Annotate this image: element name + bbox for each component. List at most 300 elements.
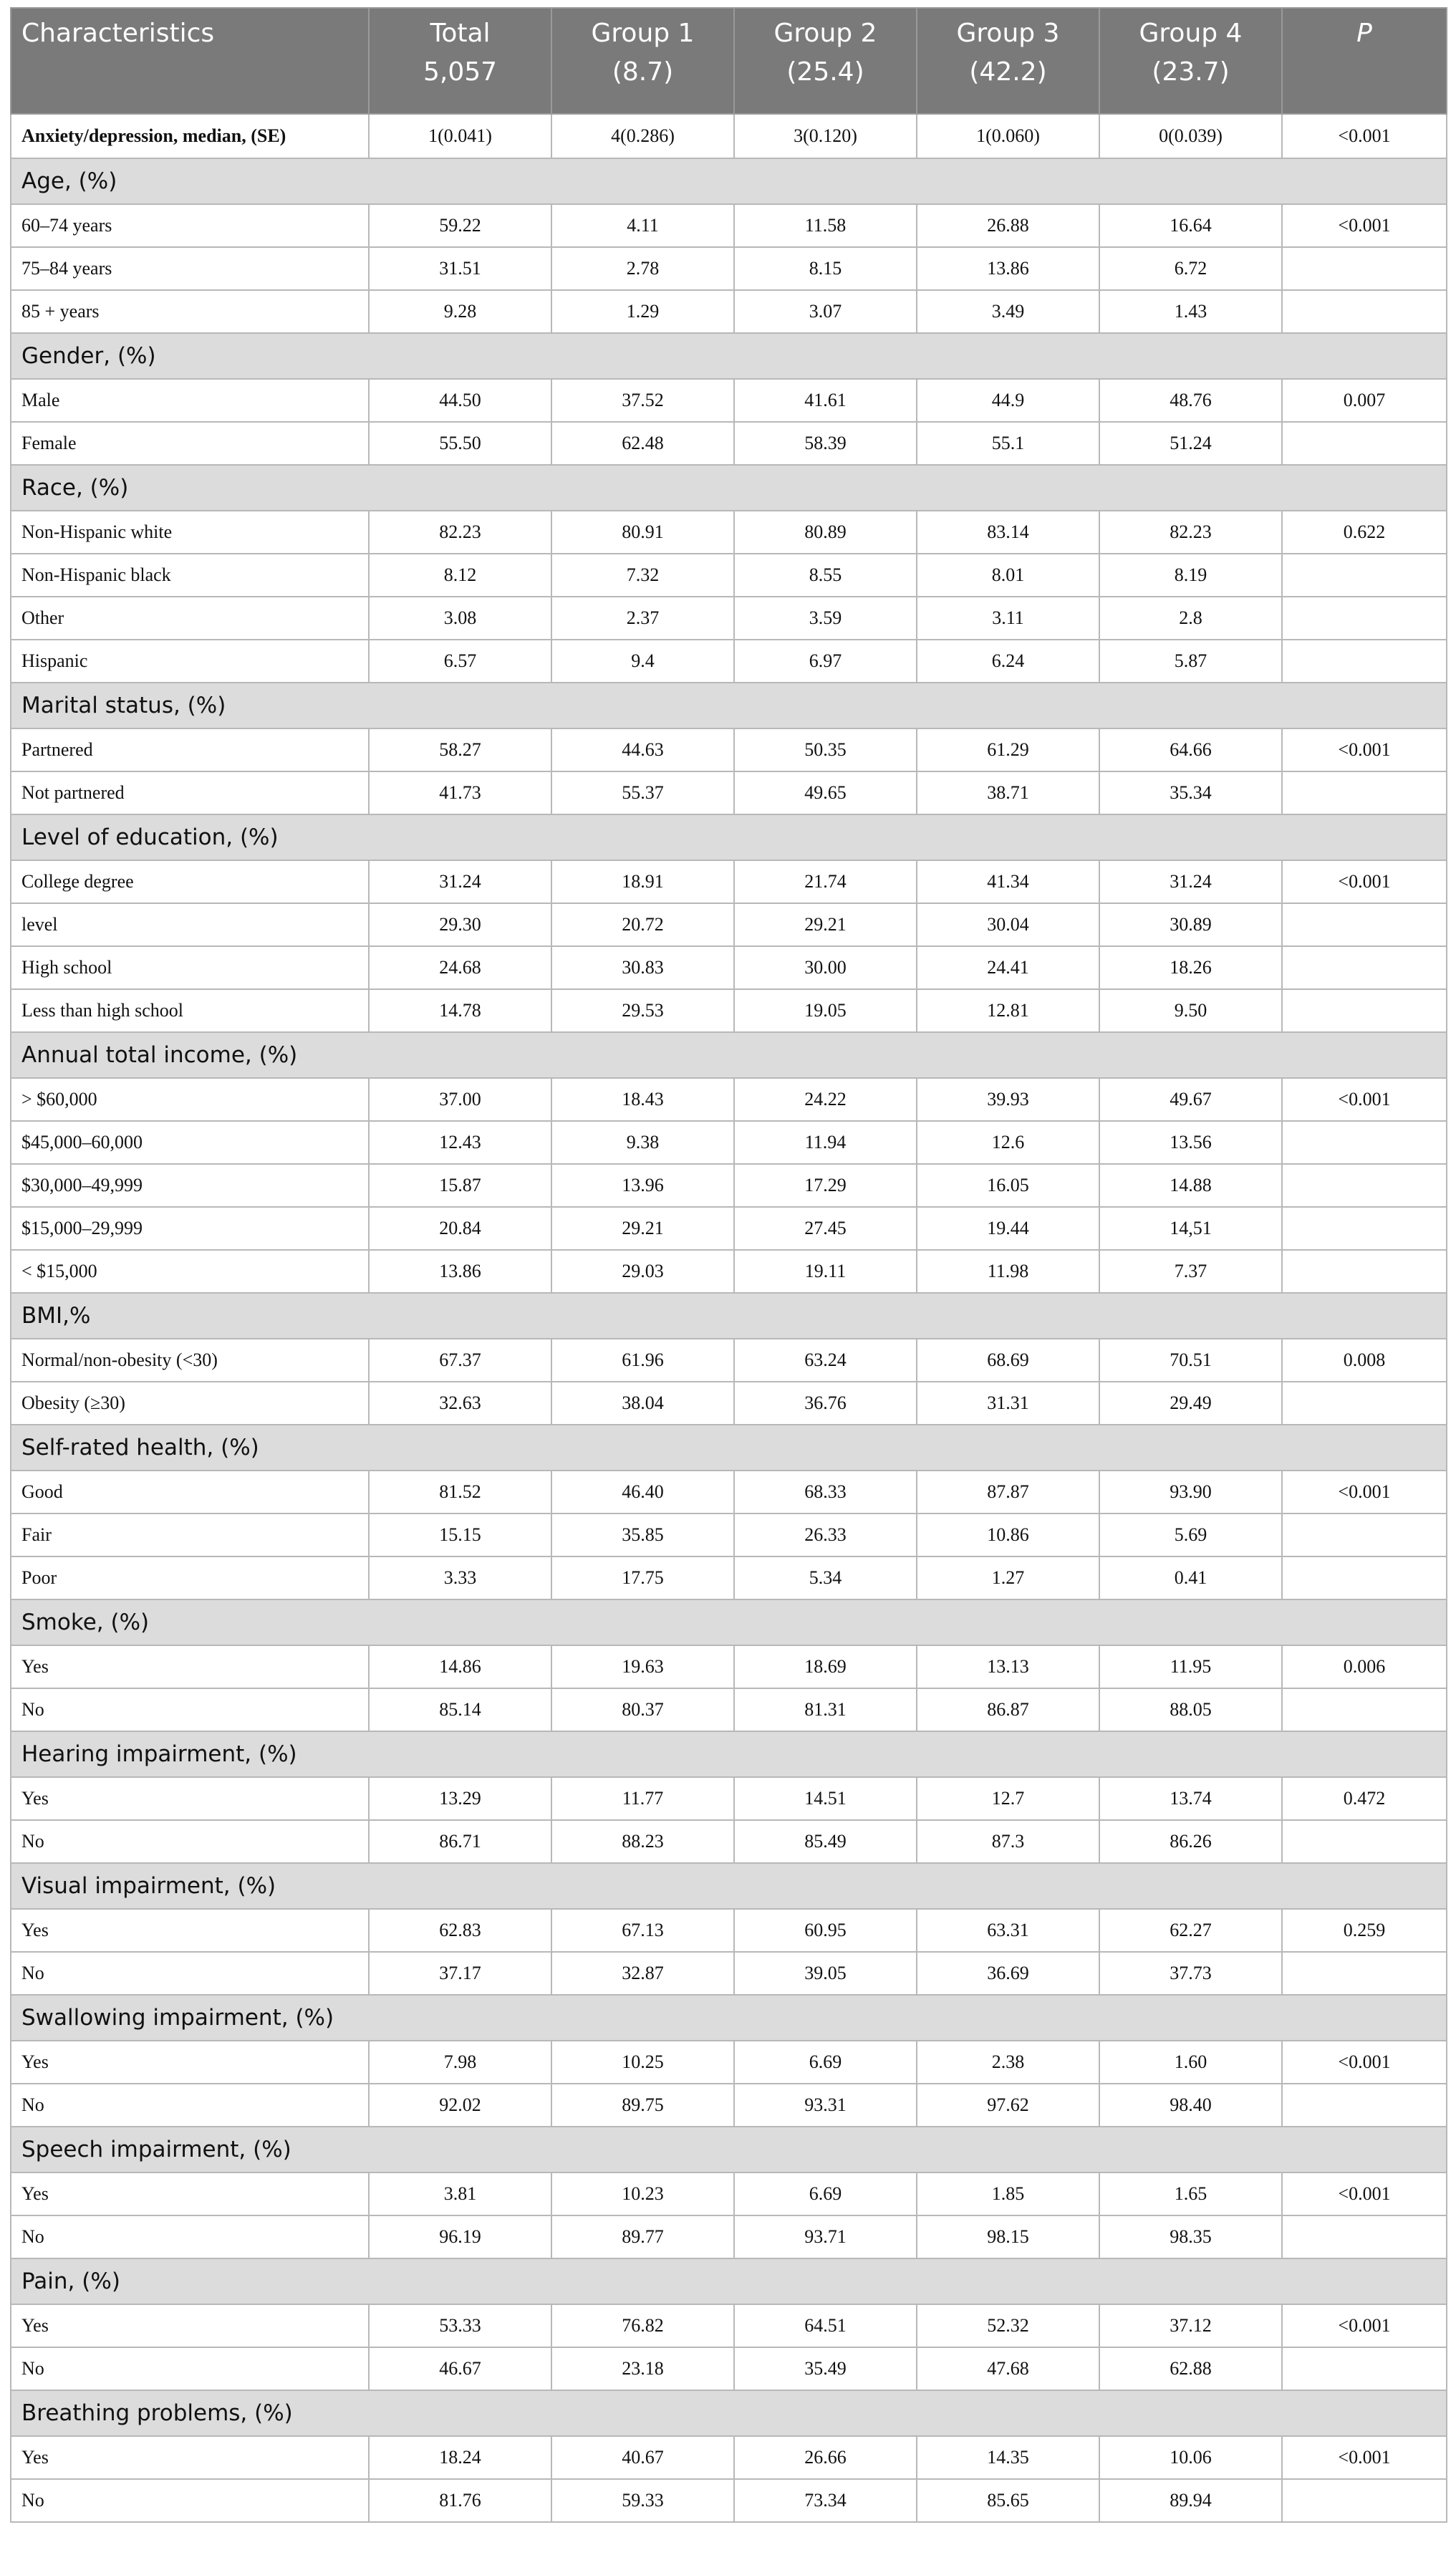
- row-label: Normal/non-obesity (<30): [11, 1339, 369, 1382]
- cell-total: 3.81: [369, 2172, 551, 2215]
- cell-p-value: [1282, 903, 1447, 946]
- table-row: [11, 946, 1447, 989]
- cell-group-1: 7.32: [551, 554, 734, 597]
- cell-group-1: 80.91: [551, 511, 734, 554]
- cell-group-1: 17.75: [551, 1556, 734, 1599]
- table-row: [11, 1164, 1447, 1207]
- cell-group-4: 93.90: [1099, 1471, 1282, 1514]
- cell-group-4: 86.26: [1099, 1820, 1282, 1863]
- section-header-row: [11, 2390, 1447, 2436]
- cell-total: 58.27: [369, 728, 551, 771]
- cell-group-3: 6.24: [917, 640, 1099, 683]
- cell-group-4: 7.37: [1099, 1250, 1282, 1293]
- cell-p-value: 0.472: [1282, 1777, 1447, 1820]
- section-title: Level of education, (%): [11, 814, 1447, 860]
- section-header-row: [11, 1293, 1447, 1339]
- section-header-row: [11, 1731, 1447, 1777]
- row-label: $45,000–60,000: [11, 1121, 369, 1164]
- row-label: Partnered: [11, 728, 369, 771]
- table-row: [11, 1952, 1447, 1995]
- cell-p-value: [1282, 640, 1447, 683]
- cell-group-4: 14.88: [1099, 1164, 1282, 1207]
- table-row: [11, 204, 1447, 247]
- cell-group-2: 39.05: [734, 1952, 917, 1995]
- cell-group-2: 63.24: [734, 1339, 917, 1382]
- cell-group-2: 3.07: [734, 290, 917, 333]
- cell-group-4: 35.34: [1099, 771, 1282, 814]
- section-title: Gender, (%): [11, 333, 1447, 379]
- table-row: [11, 2436, 1447, 2479]
- row-label: Yes: [11, 2041, 369, 2084]
- section-title: Pain, (%): [11, 2258, 1447, 2304]
- cell-group-2: 36.76: [734, 1382, 917, 1425]
- section-title: Annual total income, (%): [11, 1032, 1447, 1078]
- cell-p-value: [1282, 1382, 1447, 1425]
- cell-group-3: 63.31: [917, 1909, 1099, 1952]
- header-group-1-name: Group 1: [591, 19, 695, 48]
- cell-p-value: [1282, 2479, 1447, 2522]
- cell-p-value: <0.001: [1282, 1078, 1447, 1121]
- row-label: No: [11, 2347, 369, 2390]
- cell-group-2: 19.05: [734, 989, 917, 1032]
- cell-group-1: 18.91: [551, 860, 734, 903]
- cell-total: 7.98: [369, 2041, 551, 2084]
- characteristics-table: [10, 7, 1447, 2523]
- cell-group-4: 64.66: [1099, 728, 1282, 771]
- cell-group-1: 1.29: [551, 290, 734, 333]
- cell-group-4: 37.73: [1099, 1952, 1282, 1995]
- cell-p-value: [1282, 2347, 1447, 2390]
- cell-group-3: 39.93: [917, 1078, 1099, 1121]
- header-group-3: [917, 8, 1099, 114]
- cell-group-3: 1.27: [917, 1556, 1099, 1599]
- cell-p-value: [1282, 1121, 1447, 1164]
- cell-group-1: 61.96: [551, 1339, 734, 1382]
- cell-total: 3.33: [369, 1556, 551, 1599]
- cell-total: 29.30: [369, 903, 551, 946]
- cell-group-2: 68.33: [734, 1471, 917, 1514]
- cell-total: 81.76: [369, 2479, 551, 2522]
- cell-group-4: 62.88: [1099, 2347, 1282, 2390]
- table-row: [11, 2084, 1447, 2127]
- section-header-row: [11, 158, 1447, 204]
- cell-group-1: 10.23: [551, 2172, 734, 2215]
- cell-group-3: 14.35: [917, 2436, 1099, 2479]
- row-label: High school: [11, 946, 369, 989]
- cell-total: 9.28: [369, 290, 551, 333]
- cell-group-3: 24.41: [917, 946, 1099, 989]
- cell-group-4: 13.74: [1099, 1777, 1282, 1820]
- cell-group-1: 35.85: [551, 1514, 734, 1556]
- cell-p-value: [1282, 422, 1447, 465]
- table-row: [11, 2172, 1447, 2215]
- cell-group-1: 62.48: [551, 422, 734, 465]
- cell-total: 37.00: [369, 1078, 551, 1121]
- cell-total: 53.33: [369, 2304, 551, 2347]
- cell-group-4: 0.41: [1099, 1556, 1282, 1599]
- cell-total: 41.73: [369, 771, 551, 814]
- cell-group-2: 8.15: [734, 247, 917, 290]
- header-group-4-pct: (23.7): [1152, 57, 1230, 87]
- table-row: [11, 290, 1447, 333]
- cell-group-2: 49.65: [734, 771, 917, 814]
- cell-p-value: <0.001: [1282, 728, 1447, 771]
- cell-group-2: 73.34: [734, 2479, 917, 2522]
- cell-group-2: 21.74: [734, 860, 917, 903]
- header-row: [11, 8, 1447, 114]
- cell-total: 12.43: [369, 1121, 551, 1164]
- table-container: [10, 7, 1446, 2523]
- cell-group-4: 89.94: [1099, 2479, 1282, 2522]
- table-row: [11, 640, 1447, 683]
- cell-group-2: 6.69: [734, 2172, 917, 2215]
- cell-group-3: 16.05: [917, 1164, 1099, 1207]
- table-row: [11, 1121, 1447, 1164]
- header-group-3-pct: (42.2): [969, 57, 1047, 87]
- cell-total: 67.37: [369, 1339, 551, 1382]
- cell-total: 92.02: [369, 2084, 551, 2127]
- row-label: No: [11, 2215, 369, 2258]
- cell-total: 96.19: [369, 2215, 551, 2258]
- table-row: [11, 1556, 1447, 1599]
- row-label: Non-Hispanic white: [11, 511, 369, 554]
- cell-p-value: <0.001: [1282, 2172, 1447, 2215]
- section-title: Swallowing impairment, (%): [11, 1995, 1447, 2041]
- cell-group-3: 97.62: [917, 2084, 1099, 2127]
- table-row: [11, 1777, 1447, 1820]
- cell-group-4: 49.67: [1099, 1078, 1282, 1121]
- section-header-row: [11, 465, 1447, 511]
- row-label: Anxiety/depression, median, (SE): [11, 114, 369, 158]
- cell-group-1: 23.18: [551, 2347, 734, 2390]
- cell-group-1: 4.11: [551, 204, 734, 247]
- cell-group-3: 13.86: [917, 247, 1099, 290]
- cell-group-2: 11.94: [734, 1121, 917, 1164]
- cell-total: 86.71: [369, 1820, 551, 1863]
- cell-p-value: [1282, 597, 1447, 640]
- cell-group-2: 81.31: [734, 1688, 917, 1731]
- table-row: [11, 247, 1447, 290]
- table-row: [11, 1514, 1447, 1556]
- cell-p-value: [1282, 554, 1447, 597]
- table-row: [11, 597, 1447, 640]
- cell-group-4: 1.65: [1099, 2172, 1282, 2215]
- cell-p-value: 0.007: [1282, 379, 1447, 422]
- cell-group-2: 27.45: [734, 1207, 917, 1250]
- cell-p-value: [1282, 1164, 1447, 1207]
- cell-group-3: 86.87: [917, 1688, 1099, 1731]
- section-header-row: [11, 2258, 1447, 2304]
- cell-group-1: 30.83: [551, 946, 734, 989]
- table-row: [11, 989, 1447, 1032]
- cell-group-3: 12.6: [917, 1121, 1099, 1164]
- cell-group-1: 89.75: [551, 2084, 734, 2127]
- section-title: Visual impairment, (%): [11, 1863, 1447, 1909]
- cell-p-value: <0.001: [1282, 860, 1447, 903]
- cell-p-value: [1282, 2215, 1447, 2258]
- cell-group-3: 52.32: [917, 2304, 1099, 2347]
- cell-total: 37.17: [369, 1952, 551, 1995]
- cell-p-value: [1282, 1514, 1447, 1556]
- cell-group-1: 80.37: [551, 1688, 734, 1731]
- header-group-2-name: Group 2: [773, 19, 877, 48]
- cell-group-3: 68.69: [917, 1339, 1099, 1382]
- cell-total: 14.78: [369, 989, 551, 1032]
- cell-total: 59.22: [369, 204, 551, 247]
- cell-group-2: 3.59: [734, 597, 917, 640]
- cell-group-4: 98.40: [1099, 2084, 1282, 2127]
- cell-group-2: 24.22: [734, 1078, 917, 1121]
- cell-group-1: 19.63: [551, 1645, 734, 1688]
- cell-group-3: 30.04: [917, 903, 1099, 946]
- cell-group-2: 85.49: [734, 1820, 917, 1863]
- section-header-row: [11, 1032, 1447, 1078]
- cell-group-3: 11.98: [917, 1250, 1099, 1293]
- table-row: [11, 2304, 1447, 2347]
- row-label: Yes: [11, 2172, 369, 2215]
- row-label: Obesity (≥30): [11, 1382, 369, 1425]
- section-title: Self-rated health, (%): [11, 1425, 1447, 1471]
- cell-group-3: 83.14: [917, 511, 1099, 554]
- cell-group-4: 0(0.039): [1099, 114, 1282, 158]
- cell-group-4: 5.87: [1099, 640, 1282, 683]
- table-header: [11, 8, 1447, 114]
- section-header-row: [11, 1995, 1447, 2041]
- row-label: Good: [11, 1471, 369, 1514]
- table-row: [11, 903, 1447, 946]
- table-row: [11, 379, 1447, 422]
- cell-p-value: <0.001: [1282, 2436, 1447, 2479]
- cell-p-value: <0.001: [1282, 2304, 1447, 2347]
- cell-group-1: 76.82: [551, 2304, 734, 2347]
- section-title: Smoke, (%): [11, 1599, 1447, 1645]
- cell-group-2: 6.69: [734, 2041, 917, 2084]
- cell-group-4: 1.60: [1099, 2041, 1282, 2084]
- cell-p-value: [1282, 1207, 1447, 1250]
- cell-group-2: 41.61: [734, 379, 917, 422]
- cell-total: 31.51: [369, 247, 551, 290]
- section-header-row: [11, 2127, 1447, 2172]
- cell-p-value: <0.001: [1282, 2041, 1447, 2084]
- cell-group-3: 8.01: [917, 554, 1099, 597]
- cell-group-2: 3(0.120): [734, 114, 917, 158]
- cell-total: 82.23: [369, 511, 551, 554]
- cell-group-3: 38.71: [917, 771, 1099, 814]
- cell-group-2: 80.89: [734, 511, 917, 554]
- row-label: No: [11, 1688, 369, 1731]
- cell-group-3: 12.81: [917, 989, 1099, 1032]
- row-label: $30,000–49,999: [11, 1164, 369, 1207]
- table-row: [11, 1339, 1447, 1382]
- cell-total: 8.12: [369, 554, 551, 597]
- cell-p-value: [1282, 1250, 1447, 1293]
- cell-group-2: 18.69: [734, 1645, 917, 1688]
- cell-group-1: 4(0.286): [551, 114, 734, 158]
- row-label: College degree: [11, 860, 369, 903]
- row-label: Yes: [11, 1909, 369, 1952]
- table-row: [11, 2479, 1447, 2522]
- cell-group-1: 29.03: [551, 1250, 734, 1293]
- header-total-n: 5,057: [423, 57, 498, 87]
- cell-group-3: 98.15: [917, 2215, 1099, 2258]
- cell-group-4: 31.24: [1099, 860, 1282, 903]
- cell-total: 81.52: [369, 1471, 551, 1514]
- cell-group-2: 58.39: [734, 422, 917, 465]
- row-label: Other: [11, 597, 369, 640]
- cell-group-3: 1.85: [917, 2172, 1099, 2215]
- cell-group-4: 37.12: [1099, 2304, 1282, 2347]
- cell-group-4: 30.89: [1099, 903, 1282, 946]
- cell-group-1: 2.37: [551, 597, 734, 640]
- cell-group-4: 5.69: [1099, 1514, 1282, 1556]
- cell-group-3: 13.13: [917, 1645, 1099, 1688]
- cell-total: 20.84: [369, 1207, 551, 1250]
- cell-group-2: 19.11: [734, 1250, 917, 1293]
- cell-group-2: 11.58: [734, 204, 917, 247]
- row-label: No: [11, 2084, 369, 2127]
- section-title: Age, (%): [11, 158, 1447, 204]
- cell-group-1: 20.72: [551, 903, 734, 946]
- row-label: No: [11, 1820, 369, 1863]
- header-group-2-pct: (25.4): [786, 57, 864, 87]
- cell-group-4: 88.05: [1099, 1688, 1282, 1731]
- cell-total: 46.67: [369, 2347, 551, 2390]
- cell-group-3: 47.68: [917, 2347, 1099, 2390]
- row-label: Fair: [11, 1514, 369, 1556]
- section-title: Race, (%): [11, 465, 1447, 511]
- cell-group-4: 6.72: [1099, 247, 1282, 290]
- cell-group-4: 14,51: [1099, 1207, 1282, 1250]
- cell-group-4: 13.56: [1099, 1121, 1282, 1164]
- cell-p-value: [1282, 771, 1447, 814]
- cell-group-2: 93.31: [734, 2084, 917, 2127]
- table-row: [11, 511, 1447, 554]
- cell-group-1: 88.23: [551, 1820, 734, 1863]
- header-total-name: Total: [430, 19, 491, 48]
- cell-group-4: 98.35: [1099, 2215, 1282, 2258]
- cell-p-value: [1282, 1688, 1447, 1731]
- row-label: 60–74 years: [11, 204, 369, 247]
- cell-group-1: 11.77: [551, 1777, 734, 1820]
- cell-total: 44.50: [369, 379, 551, 422]
- table-row: [11, 1382, 1447, 1425]
- cell-group-3: 10.86: [917, 1514, 1099, 1556]
- cell-group-4: 29.49: [1099, 1382, 1282, 1425]
- header-group-2: [734, 8, 917, 114]
- cell-group-4: 82.23: [1099, 511, 1282, 554]
- cell-group-1: 59.33: [551, 2479, 734, 2522]
- table-row: [11, 1645, 1447, 1688]
- cell-total: 85.14: [369, 1688, 551, 1731]
- table-row: [11, 1471, 1447, 1514]
- cell-group-3: 3.49: [917, 290, 1099, 333]
- section-header-row: [11, 814, 1447, 860]
- header-total: [369, 8, 551, 114]
- cell-total: 24.68: [369, 946, 551, 989]
- cell-total: 13.86: [369, 1250, 551, 1293]
- cell-group-1: 29.21: [551, 1207, 734, 1250]
- table-row: [11, 1688, 1447, 1731]
- cell-p-value: [1282, 1820, 1447, 1863]
- cell-group-1: 38.04: [551, 1382, 734, 1425]
- cell-group-2: 50.35: [734, 728, 917, 771]
- header-group-4-name: Group 4: [1139, 19, 1243, 48]
- cell-group-2: 8.55: [734, 554, 917, 597]
- cell-group-4: 2.8: [1099, 597, 1282, 640]
- cell-group-1: 55.37: [551, 771, 734, 814]
- cell-total: 32.63: [369, 1382, 551, 1425]
- cell-total: 1(0.041): [369, 114, 551, 158]
- cell-group-1: 2.78: [551, 247, 734, 290]
- section-title: Hearing impairment, (%): [11, 1731, 1447, 1777]
- cell-group-4: 11.95: [1099, 1645, 1282, 1688]
- cell-p-value: 0.259: [1282, 1909, 1447, 1952]
- cell-total: 15.15: [369, 1514, 551, 1556]
- section-header-row: [11, 1863, 1447, 1909]
- cell-group-1: 13.96: [551, 1164, 734, 1207]
- row-label: > $60,000: [11, 1078, 369, 1121]
- section-header-row: [11, 333, 1447, 379]
- row-label: Yes: [11, 1645, 369, 1688]
- table-body: [11, 114, 1447, 2522]
- cell-group-2: 6.97: [734, 640, 917, 683]
- cell-group-2: 29.21: [734, 903, 917, 946]
- row-label: Yes: [11, 1777, 369, 1820]
- cell-p-value: [1282, 946, 1447, 989]
- cell-total: 6.57: [369, 640, 551, 683]
- cell-group-3: 87.87: [917, 1471, 1099, 1514]
- cell-total: 14.86: [369, 1645, 551, 1688]
- row-label: Male: [11, 379, 369, 422]
- row-label: Poor: [11, 1556, 369, 1599]
- header-group-4: [1099, 8, 1282, 114]
- cell-p-value: [1282, 2084, 1447, 2127]
- cell-total: 3.08: [369, 597, 551, 640]
- row-label: Not partnered: [11, 771, 369, 814]
- cell-group-4: 16.64: [1099, 204, 1282, 247]
- cell-group-2: 93.71: [734, 2215, 917, 2258]
- cell-group-4: 48.76: [1099, 379, 1282, 422]
- table-row: [11, 1909, 1447, 1952]
- cell-group-1: 9.38: [551, 1121, 734, 1164]
- cell-p-value: <0.001: [1282, 204, 1447, 247]
- row-label: 75–84 years: [11, 247, 369, 290]
- cell-group-2: 17.29: [734, 1164, 917, 1207]
- cell-group-1: 67.13: [551, 1909, 734, 1952]
- cell-p-value: <0.001: [1282, 114, 1447, 158]
- row-label: No: [11, 1952, 369, 1995]
- cell-group-1: 10.25: [551, 2041, 734, 2084]
- header-characteristics: Characteristics: [11, 8, 369, 114]
- section-title: BMI,%: [11, 1293, 1447, 1339]
- cell-group-4: 9.50: [1099, 989, 1282, 1032]
- cell-group-1: 46.40: [551, 1471, 734, 1514]
- cell-group-1: 89.77: [551, 2215, 734, 2258]
- cell-group-3: 44.9: [917, 379, 1099, 422]
- cell-group-2: 14.51: [734, 1777, 917, 1820]
- table-row: [11, 422, 1447, 465]
- row-label: < $15,000: [11, 1250, 369, 1293]
- section-header-row: [11, 1425, 1447, 1471]
- cell-p-value: 0.008: [1282, 1339, 1447, 1382]
- row-label: Non-Hispanic black: [11, 554, 369, 597]
- cell-total: 15.87: [369, 1164, 551, 1207]
- cell-p-value: 0.006: [1282, 1645, 1447, 1688]
- header-group-1: [551, 8, 734, 114]
- cell-group-1: 29.53: [551, 989, 734, 1032]
- row-label: Hispanic: [11, 640, 369, 683]
- table-row: [11, 2215, 1447, 2258]
